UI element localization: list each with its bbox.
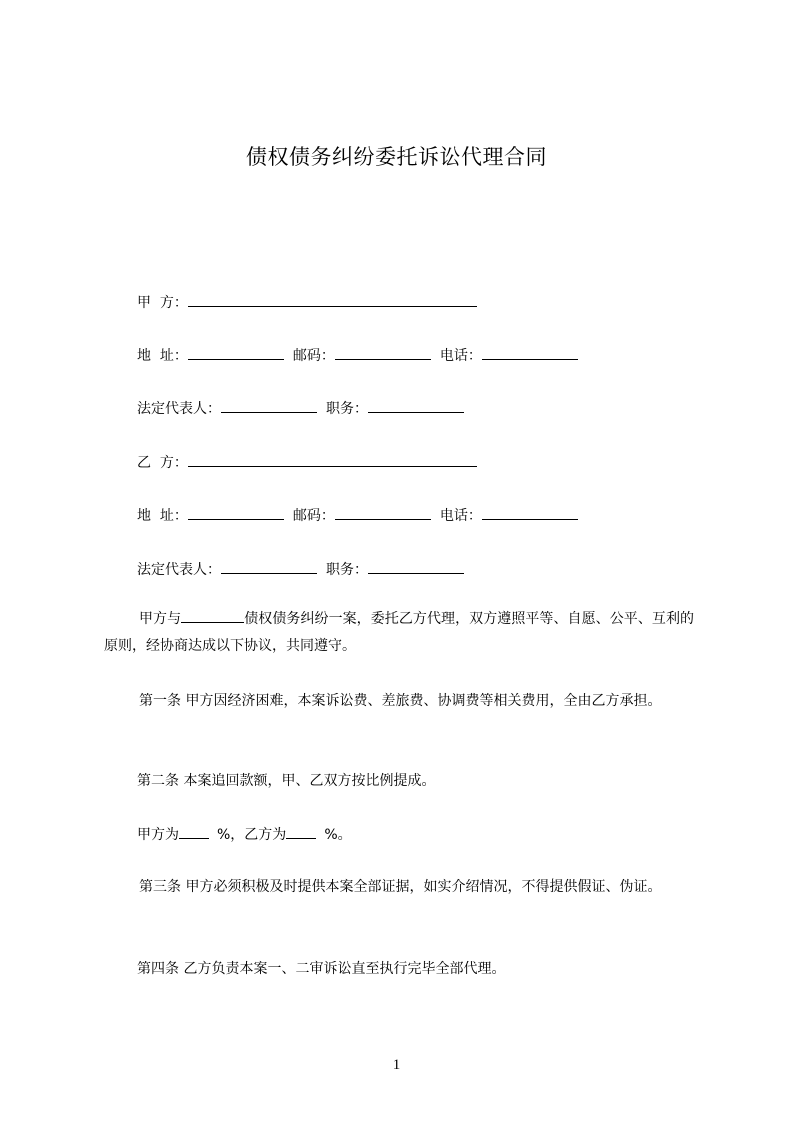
party-b-phone-label: 电话： [439, 508, 482, 524]
party-b-rep-line [137, 559, 464, 580]
ratio-b-blank [286, 824, 316, 839]
party-b-address-label: 地 址： [137, 508, 188, 524]
party-a-postcode-blank [335, 345, 431, 360]
article-4: 第四条 乙方负责本案一、二审诉讼直至执行完毕全部代理。 [137, 961, 506, 977]
party-a-rep-blank [221, 398, 317, 413]
intro-blank [181, 608, 244, 623]
party-a-rep-label: 法定代表人： [137, 401, 221, 417]
party-b-label: 乙 方： [137, 455, 188, 471]
ratio-end: %。 [324, 827, 352, 843]
party-a-address-blank [188, 345, 284, 360]
party-a-blank [188, 292, 477, 307]
party-b-postcode-blank [335, 505, 431, 520]
document-title: 债权债务纠纷委托诉讼代理合同 [246, 145, 547, 169]
party-a-line [137, 292, 477, 313]
ratio-a-blank [179, 824, 209, 839]
party-b-postcode-label: 邮码： [292, 508, 335, 524]
party-b-contact-line [137, 505, 578, 526]
party-a-position-label: 职务： [326, 401, 368, 417]
party-a-label: 甲 方： [137, 295, 188, 311]
intro-paragraph [104, 606, 694, 660]
party-b-position-label: 职务： [326, 562, 368, 578]
article-3: 第三条 甲方必须积极及时提供本案全部证据，如实介绍情况，不得提供假证、伪证。 [139, 879, 662, 895]
ratio-b-label: %，乙方为 [217, 827, 287, 843]
intro-prefix: 甲方与 [139, 611, 182, 627]
party-a-contact-line [137, 345, 578, 366]
ratio-line [137, 824, 352, 845]
party-b-rep-blank [221, 559, 317, 574]
party-b-line [137, 452, 477, 473]
article-1: 第一条 甲方因经济困难，本案诉讼费、差旅费、协调费等相关费用，全由乙方承担。 [139, 693, 662, 709]
intro-rest: 债权债务纠纷一案，委托乙方代理，双方遵照平等、自愿、公平、互利的原则，经协商达成以下协议，共同遵守。 [104, 611, 694, 654]
party-a-position-blank [368, 398, 464, 413]
party-a-phone-label: 电话： [439, 348, 482, 364]
party-a-rep-line [137, 398, 464, 419]
party-b-rep-label: 法定代表人： [137, 562, 221, 578]
party-a-phone-blank [482, 345, 578, 360]
article-2: 第二条 本案追回款额，甲、乙双方按比例提成。 [137, 773, 436, 789]
page-number: 1 [392, 1057, 401, 1073]
party-b-blank [188, 452, 477, 467]
party-a-postcode-label: 邮码： [292, 348, 335, 364]
party-b-position-blank [368, 559, 464, 574]
party-b-phone-blank [482, 505, 578, 520]
ratio-a-label: 甲方为 [137, 827, 179, 843]
party-b-address-blank [188, 505, 284, 520]
party-a-address-label: 地 址： [137, 348, 188, 364]
